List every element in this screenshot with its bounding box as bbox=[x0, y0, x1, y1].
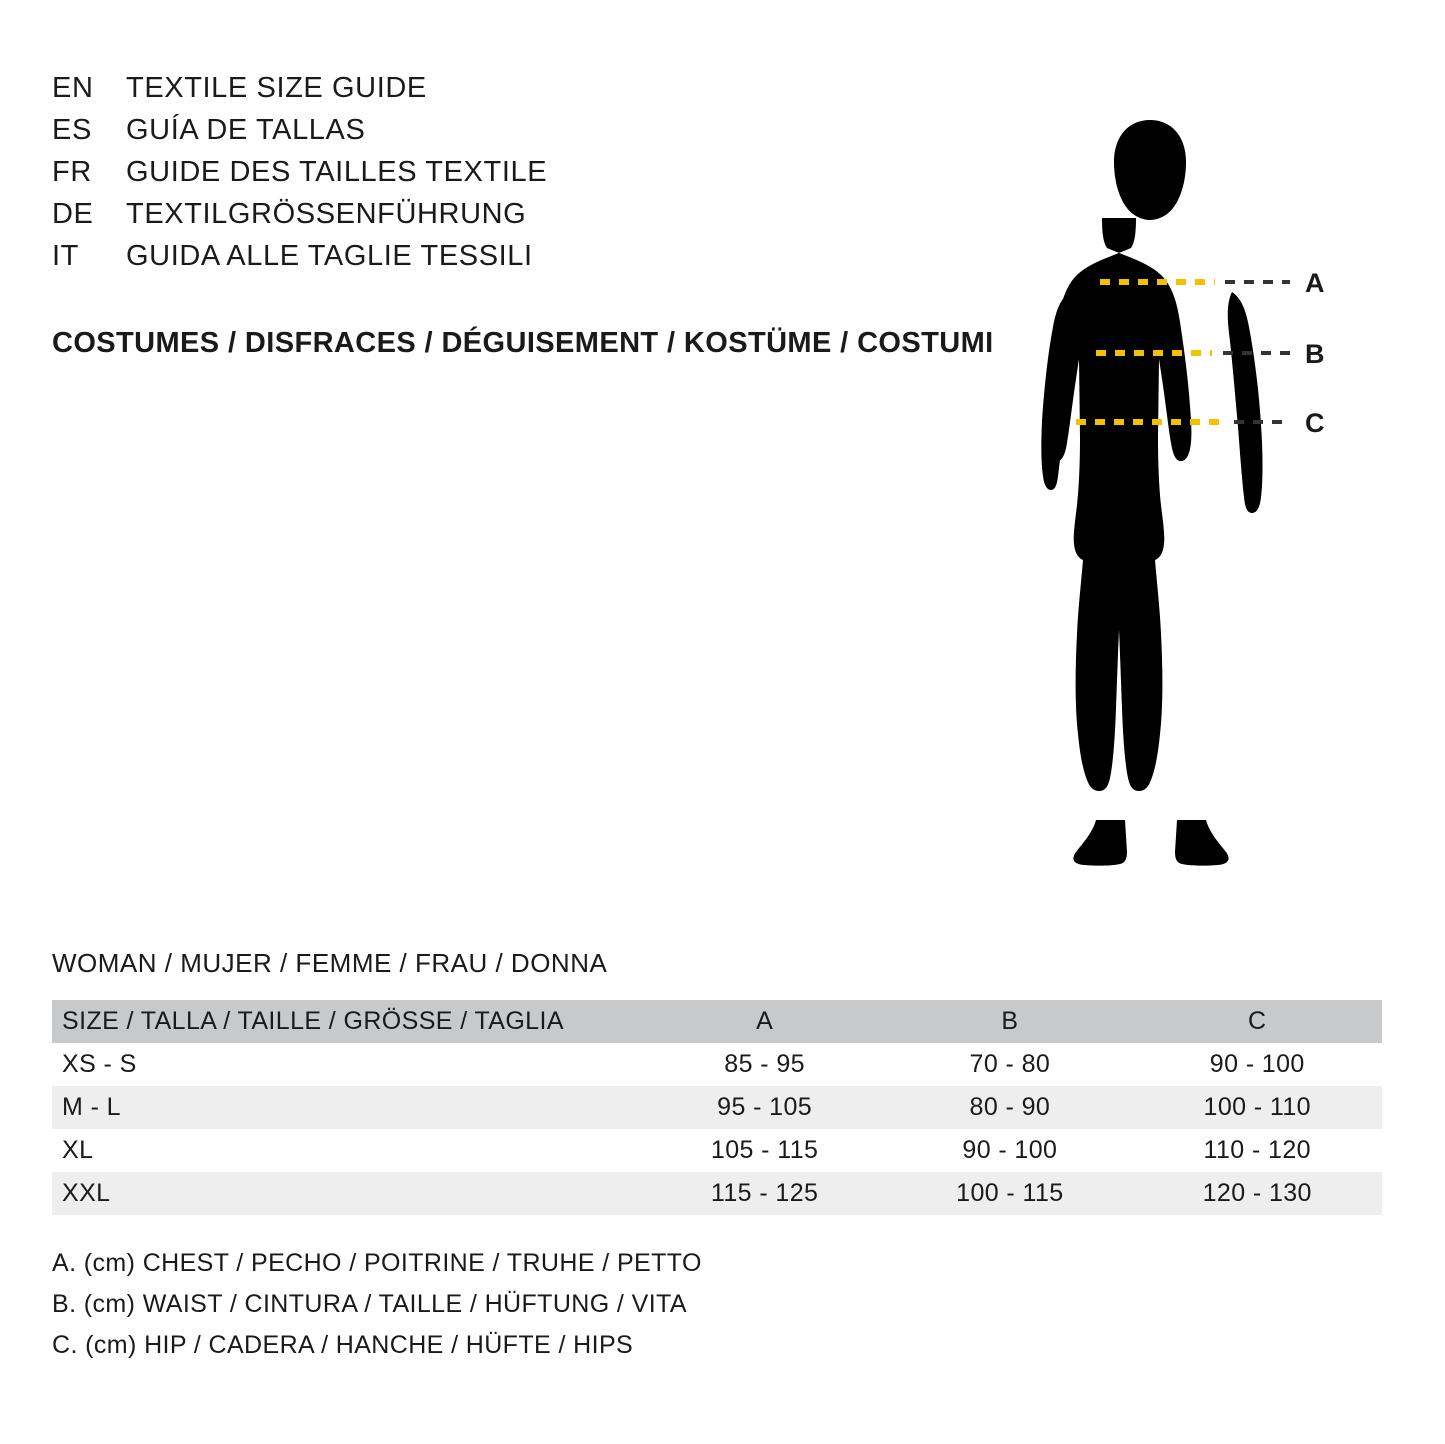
cell-c: 110 - 120 bbox=[1203, 1136, 1311, 1164]
language-text-en: TEXTILE SIZE GUIDE bbox=[126, 72, 427, 104]
language-text-de: TEXTILGRÖSSENFÜHRUNG bbox=[126, 198, 527, 230]
language-list bbox=[52, 72, 1012, 282]
table-row bbox=[52, 1129, 1382, 1172]
footnote-c: C. (cm) HIP / CADERA / HANCHE / HÜFTE / HIPS bbox=[52, 1331, 634, 1359]
table-row bbox=[52, 1172, 1382, 1215]
language-code-de: DE bbox=[52, 198, 94, 230]
cell-size: M - L bbox=[62, 1093, 121, 1121]
language-code-en: EN bbox=[52, 72, 94, 104]
language-row-fr bbox=[52, 156, 1012, 198]
woman-silhouette-icon bbox=[1000, 60, 1420, 890]
language-text-it: GUIDA ALLE TAGLIE TESSILI bbox=[126, 240, 533, 272]
footnote-a: A. (cm) CHEST / PECHO / POITRINE / TRUHE / PETTO bbox=[52, 1249, 702, 1277]
language-row-de bbox=[52, 198, 1012, 240]
section-title: COSTUMES / DISFRACES / DÉGUISEMENT / KOSTÜME / COSTUMI bbox=[52, 327, 994, 359]
figure-panel bbox=[1000, 60, 1420, 890]
column-header-c: C bbox=[1248, 1007, 1267, 1035]
language-row-it bbox=[52, 240, 1012, 282]
cell-c: 120 - 130 bbox=[1202, 1179, 1312, 1207]
footnotes bbox=[52, 1243, 702, 1366]
cell-b: 70 - 80 bbox=[969, 1050, 1051, 1078]
cell-size: XL bbox=[62, 1136, 94, 1164]
table-row bbox=[52, 1086, 1382, 1129]
cell-a: 95 - 105 bbox=[717, 1093, 813, 1121]
table-header-row bbox=[52, 1000, 1382, 1043]
table-row bbox=[52, 1043, 1382, 1086]
footnote-b: B. (cm) WAIST / CINTURA / TAILLE / HÜFTUNG / VITA bbox=[52, 1290, 687, 1318]
language-code-it: IT bbox=[52, 240, 79, 272]
cell-a: 85 - 95 bbox=[724, 1050, 805, 1078]
cell-c: 90 - 100 bbox=[1209, 1050, 1305, 1078]
cell-a: 105 - 115 bbox=[710, 1136, 819, 1164]
column-header-size: SIZE / TALLA / TAILLE / GRÖSSE / TAGLIA bbox=[62, 1007, 564, 1035]
column-header-b: B bbox=[1001, 1007, 1019, 1035]
size-table bbox=[52, 1000, 1382, 1215]
cell-c: 100 - 110 bbox=[1203, 1093, 1311, 1121]
cell-b: 80 - 90 bbox=[969, 1093, 1051, 1121]
language-row-en bbox=[52, 72, 1012, 114]
cell-b: 90 - 100 bbox=[962, 1136, 1058, 1164]
column-header-a: A bbox=[756, 1007, 774, 1035]
cell-b: 100 - 115 bbox=[956, 1179, 1064, 1207]
language-code-es: ES bbox=[52, 114, 92, 146]
measure-label-a: A bbox=[1305, 268, 1325, 298]
language-text-es: GUÍA DE TALLAS bbox=[126, 114, 366, 146]
language-code-fr: FR bbox=[52, 156, 92, 188]
language-row-es bbox=[52, 114, 1012, 156]
language-text-fr: GUIDE DES TAILLES TEXTILE bbox=[126, 156, 548, 188]
cell-a: 115 - 125 bbox=[710, 1179, 819, 1207]
measure-label-b: B bbox=[1305, 339, 1325, 369]
table-heading: WOMAN / MUJER / FEMME / FRAU / DONNA bbox=[52, 948, 608, 978]
cell-size: XS - S bbox=[62, 1050, 137, 1078]
cell-size: XXL bbox=[62, 1179, 111, 1207]
measure-label-c: C bbox=[1305, 408, 1325, 438]
